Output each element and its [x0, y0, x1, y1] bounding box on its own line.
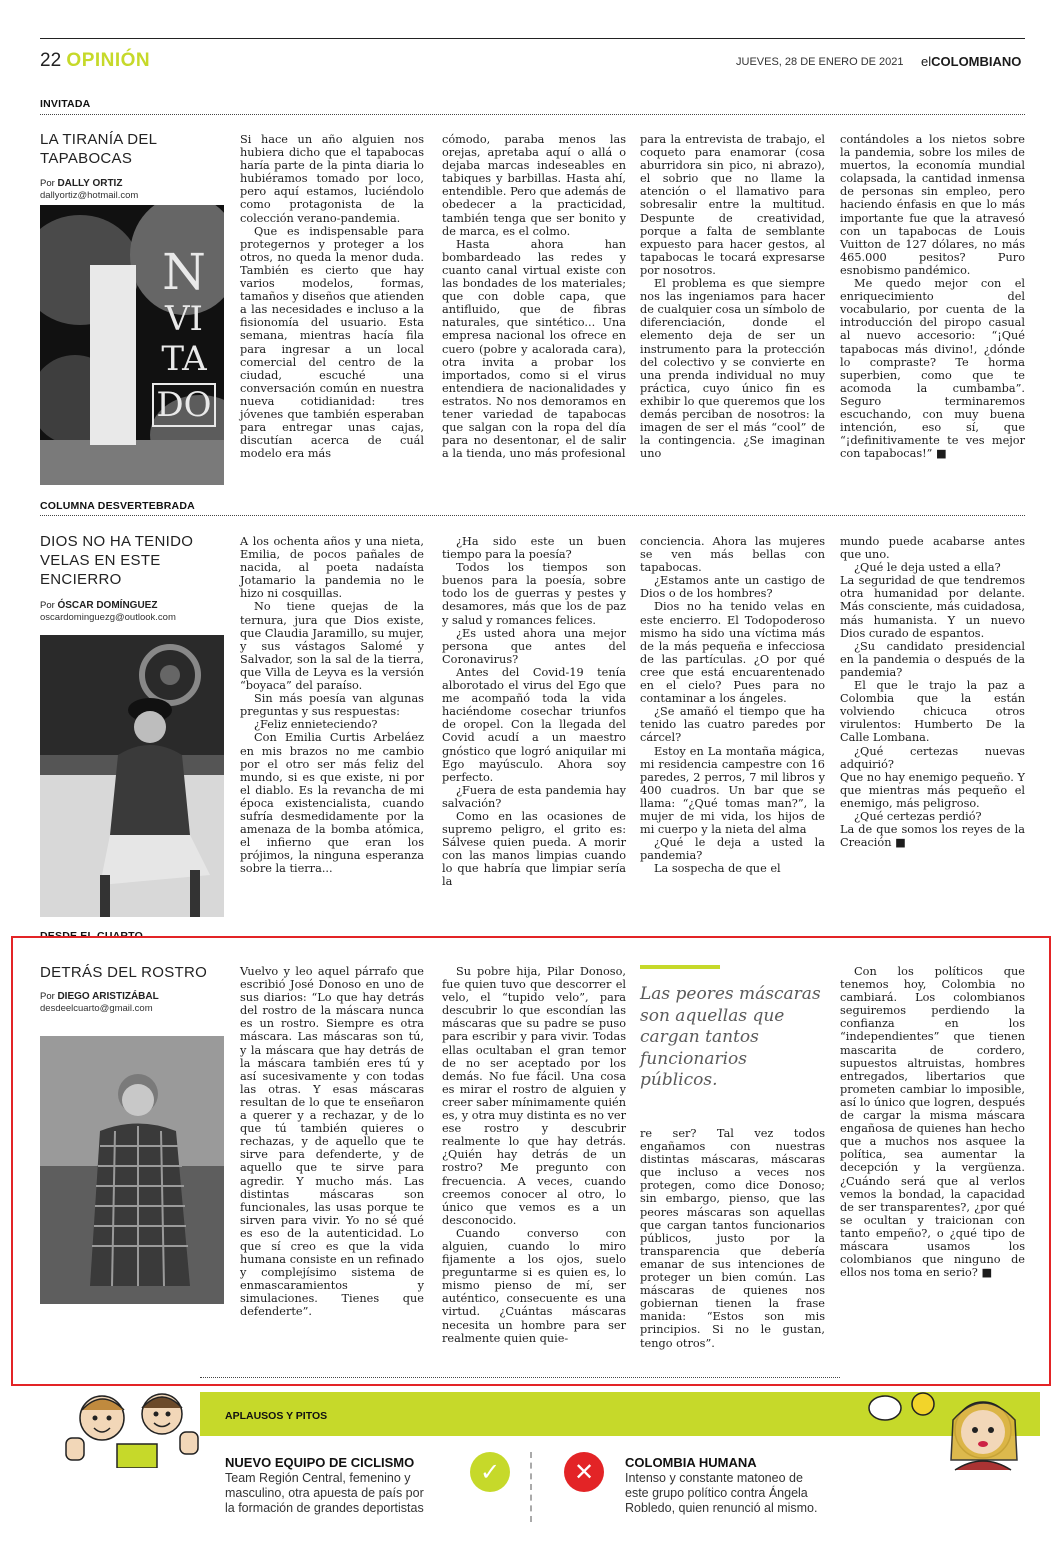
- paragraph: Con los políticos que tenemos hoy, Colombia no cambiará. Los colombianos seguiremos perdiendo la confianza en los “independientes” que tienen mascarita de cordero, supuestos altruistas, hombres entregados, libertarios que prometen cambiar lo imposible, así lo único que logren, después de cargar la misma máscara engañosa de quienes han hecho que a muchos nos asquee la política, sea aumentar la decepción y la vergüenza. ¿Cuándo será que al verlos vemos la bondad, la capacidad de ser transparentes?, ¿por qué se ocultan y traicionan con tanto empeño?, o ¿qué tipo de máscara usamos los colombianos que ninguno de ellos nos toma en serio? ■: [840, 965, 1025, 1280]
- pito-heading: COLOMBIA HUMANA: [625, 1455, 757, 1470]
- byline: [40, 178, 122, 189]
- invitado-illustration: [40, 205, 224, 485]
- paragraph: Estoy en La montaña mágica, mi residencia campestre con 16 paredes, 2 perros, 7 mil libros y 400 cuadros. Un bar que se llama: “¿Qué tomas man?”, la mujer de mi vida, los hijos de mi cuerpo y la nieta del alma: [640, 744, 825, 837]
- aplauso-heading: NUEVO EQUIPO DE CICLISMO: [225, 1455, 415, 1470]
- pito-line: Intenso y constante matoneo de: [625, 1471, 803, 1485]
- paragraph: Vuelvo y leo aquel párrafo que escribió José Donoso en uno de sus diarios: “Lo que hay detrás del rostro de la máscara nunca es un rostro. Siempre es otra máscara. Las máscaras son tú, y la máscara que hay detrás de la máscara también eres tú y así sucesivamente y con todas las otras. Y esas máscaras resultan de lo que te enseñaron a querer y a rechazar, y de lo que tú también quieres o rechazas, y de aquello que te sirve para defenderte, y de aquello que te sirve para agredir. Y mucho más. Las distintas máscaras son funcionales, las usas porque te sirven para vivir. Yo no sé qué es eso de la autenticidad. Lo que sí creo es que la vida humana consiste en un refinado y complejísimo sistema de enmascaramientos y simulaciones. Tienes que defenderte”.: [240, 965, 424, 1319]
- author-photo-oscar: [40, 635, 224, 917]
- byline-prefix: Por: [40, 178, 55, 189]
- article-title-dios: [40, 532, 193, 589]
- paragraph: Hasta ahora han bombardeado las redes y cuanto canal virtual existe con las bondades de los materiales; que con doble capa, que antifluido, que de fibras naturales, que sintético... Una empresa nacional los ofrece en cuero (pobre y acalorada cara), otra invita a probar los importados, como si el virus entendiera de nacionalidades y estratos. No nos demoramos en tener variedad de tapabocas que salgan con la ropa del día para no desentonar, el de salir a la tienda, uno más profesional: [442, 237, 626, 461]
- paragraph: Que no hay enemigo pequeño. Y que mientras más pequeño el enemigo, más peligroso.: [840, 770, 1025, 810]
- author-name: DALLY ORTIZ: [57, 178, 123, 189]
- initial-i-shape: [90, 265, 136, 445]
- byline: [40, 991, 159, 1002]
- aplauso-line: la formación de grandes deportistas: [225, 1501, 424, 1515]
- byline-prefix: Por: [40, 991, 55, 1002]
- paragraph: No tiene quejas de la ternura, jura que Dios existe, que Claudia Jaramillo, su mujer, y sus vástagos Salomé y Salvador, son la sal de la tierra, que Villa de Leyva es la versión “boyaca” del paraíso.: [240, 600, 424, 693]
- pullquote: Las peores máscaras son aquellas que cargan tantos funcionarios públicos.: [640, 984, 821, 1090]
- section-label-desde: DESDE EL CUARTO: [40, 930, 143, 938]
- paper-name: COLOMBIANO: [931, 54, 1022, 69]
- paragraph: Antes del Covid-19 tenía alborotado el virus del Ego que me acompañó toda la vida haciéndome cosechar triunfos de oropel. Con la llegada del Covid acudí a un maestro gnóstico que logró aniquilar mi Ego mayúsculo. Ahora soy perfecto.: [442, 665, 626, 784]
- paragraph: ¿Fuera de esta pandemia hay salvación?: [442, 783, 626, 810]
- art-letter: VI: [165, 299, 203, 339]
- paragraph: Si hace un año alguien nos hubiera dicho que el tapabocas haría parte de la pinta diaria lo hubiéramos tomado por loco, pero aquí estamos, luciéndolo como protagonista de la colección verano-pandemia.: [240, 133, 424, 225]
- author-email[interactable]: desdeelcuarto@gmail.com: [40, 1003, 153, 1014]
- paper-prefix: el: [921, 54, 932, 69]
- paragraph: La de que somos los reyes de la Creación ■: [840, 823, 1025, 850]
- pito-line: este grupo político contra Ángela: [625, 1486, 808, 1500]
- paragraph: ¿Qué le deja usted a ella?: [854, 561, 1001, 575]
- paragraph: ¿Se amañó el tiempo que ha tenido las cuatro paredes por cárcel?: [640, 705, 825, 745]
- title-line: TAPABOCAS: [40, 150, 133, 167]
- author-email[interactable]: oscardominguezg@outlook.com: [40, 612, 176, 623]
- paper-logo: [921, 54, 1021, 69]
- paragraph: Cuando converso con alguien, cuando lo miro fijamente a los ojos, suelo preguntarme si es quien es, lo mismo pienso de mí, ser auténtico, consecuente es una virtud. ¿Cuántas máscaras necesita un hombre para ser realmente quien quie-: [442, 1226, 626, 1345]
- paragraph: Dios no ha tenido velas en este encierro. El Todopoderoso mismo ha sido una víctima más de la más pequeña e infecciosa de las partículas. ¿O por qué cree que está encuarentenado en el cielo? Pues para no contaminar a los ángeles.: [640, 600, 825, 706]
- article-column: [442, 133, 626, 460]
- author-photo-diego: [40, 1036, 224, 1304]
- paragraph: El que le trajo la paz a Colombia que la están volviendo chicuca otros virulentos: Humberto De la Calle Lombana.: [840, 679, 1025, 745]
- paragraph: ¿Qué certezas nuevas adquirió?: [840, 744, 1025, 771]
- paragraph: A los ochenta años y una nieta, Emilia, de pocos pañales de nacida, al poeta nadaísta Jotamario la pandemia no le hizo ni cosquillas.: [240, 535, 424, 601]
- article-column: [240, 535, 424, 875]
- page-number: 22: [40, 50, 62, 71]
- portrait-illustration: [40, 635, 224, 917]
- clapping-cartoon-icon: [62, 1388, 202, 1468]
- aplausos-divider: [530, 1452, 532, 1522]
- article-column: [840, 965, 1025, 1279]
- title-line: ENCIERRO: [40, 571, 122, 588]
- cross-icon: ✕: [564, 1452, 604, 1492]
- article-title-tapabocas: [40, 130, 157, 168]
- paragraph: ¿Qué certezas perdió?: [854, 809, 982, 823]
- title-line: LA TIRANÍA DEL: [40, 131, 158, 148]
- paragraph: Me quedo mejor con el enriquecimiento del vocabulario, por cuenta de la introducción del piropo casual al nuevo accesorio: “¡Qué tapabocas más divino!, ¿dónde lo compraste? Te horma superbien, como que te acomoda la cumbamba”. Seguro terminaremos escuchando, con muy buena intención, eso sí, que “¡definitivamente te ves mejor con tapabocas!” ■: [840, 277, 1025, 461]
- paragraph: ¿Qué le deja a usted la pandemia?: [640, 836, 825, 863]
- section-divider: [40, 515, 1025, 516]
- art-letter: N: [162, 243, 206, 301]
- aplauso-body: [225, 1471, 424, 1516]
- paragraph: Con Emilia Curtis Arbeláez en mis brazos no me cambio por el otro ser más feliz del mundo, si es que existe, ni por el diablo. Es la revancha de mi época existencialista, cuando sufría desmedidamente por la amenaza de la bomba atómica, el infierno que eran los prójimos, la ninguna esperanza sobre la tierra...: [240, 731, 424, 876]
- paragraph: Todos los tiempos son buenos para la poesía, sobre todo los de guerras y pestes y desamores, más que los de paz y salud y romances felices.: [442, 561, 626, 627]
- section-label-desvertebrada: COLUMNA DESVERTEBRADA: [40, 500, 195, 512]
- pito-line: Robledo, quien renunció al mismo.: [625, 1501, 818, 1515]
- section-divider: [40, 114, 1025, 115]
- paragraph: ¿Estamos ante un castigo de Dios o de los hombres?: [640, 574, 825, 601]
- paragraph: Que es indispensable para protegernos y proteger a los otros, no queda la menor duda. También es cierto que hay varios modelos, formas, tamaños y diseños que atienden a las necesidades e incluso a la fisionomía del usuario. Esta semana, mientras hacía fila para ingresar a un local comercial del centro de la ciudad, escuché una conversación común en nuestra nueva cotidianidad: tres jóvenes que también esperaban para entregar unas cajas, discutían acerca de cuál modelo era más: [240, 224, 424, 461]
- title-line: VELAS EN ESTE: [40, 552, 161, 569]
- paragraph: La sospecha de que el: [654, 862, 781, 876]
- aplauso-line: Team Región Central, femenino y: [225, 1471, 411, 1485]
- check-icon: ✓: [470, 1452, 510, 1492]
- aplauso-line: masculino, otra apuesta de país por: [225, 1486, 424, 1500]
- paragraph: conciencia. Ahora las mujeres se ven más bellas con tapabocas.: [640, 535, 825, 575]
- aplausos-title: APLAUSOS Y PITOS: [225, 1410, 328, 1422]
- paragraph: re ser? Tal vez todos engañamos con nuestras distintas máscaras, máscaras que incluso a veces nos protegen, como dice Donoso; sin embargo, pienso, que las peores máscaras son aquellas que cargan tantos funcionarios públicos, justo por la transparencia que debería emanar de sus intenciones de proteger un bien común. Las máscaras de quienes nos gobiernan tienen la frase manida: “Estos son mis principios. Si no le gustan, tengo otros”.: [640, 1127, 825, 1350]
- art-letter: DO: [152, 383, 216, 427]
- paragraph: ¿Ha sido este un buen tiempo para la poesía?: [442, 535, 626, 562]
- section-label-invitada: INVITADA: [40, 98, 91, 110]
- author-name: DIEGO ARISTIZÁBAL: [57, 991, 159, 1002]
- author-name: ÓSCAR DOMÍNGUEZ: [57, 600, 158, 611]
- paragraph: ¿Es usted ahora una mejor persona que antes del Coronavirus?: [442, 626, 626, 666]
- section-divider: [200, 1377, 840, 1378]
- article-column: [840, 535, 1025, 849]
- title-line: DIOS NO HA TENIDO: [40, 533, 194, 550]
- article-column: [640, 1127, 825, 1350]
- paragraph: contándoles a los nietos sobre la pandemia, sobre los miles de muertos, la economía mundial colapsada, la cantidad inmensa de personas sin empleo, pero haciendo énfasis en que lo más importante fue que la atravesó con un tapabocas de Louis Vuitton de 127 dólares, no más 465.000 pesitos? Puro esnobismo pandémico.: [840, 133, 1025, 277]
- invitado-letters: [144, 245, 224, 427]
- byline-prefix: Por: [40, 600, 55, 611]
- article-column: [840, 133, 1025, 460]
- paragraph: Como en las ocasiones de supremo peligro, el grito es: Sálvese quien pueda. A morir con las manos limpias cuando lo que habría que limpiar sería la: [442, 809, 626, 889]
- paragraph: ¿Su candidato presidencial en la pandemia o después de la pandemia?: [840, 639, 1025, 679]
- paragraph: cómodo, paraba menos las orejas, apretaba aquí o allá o dejaba marcas indeseables en tabiques y barbillas. Hasta ahí, entendible. Pero que además de obedecer a la practicidad, también tenga que ser bonito y de marca, es el colmo.: [442, 133, 626, 238]
- paragraph: El problema es que siempre nos las ingeniamos para hacer de cualquier cosa un símbolo de diferenciación, donde el elemento deja de ser un instrumento para la protección del colectivo y se convierte en una prenda individual no muy práctica, cuyo único fin es exhibir lo que queremos que los demás perciban de nosotros: la imagen de ser el más “cool” de la contingencia. ¿Se imaginan uno: [640, 277, 825, 461]
- page-header: [40, 50, 150, 72]
- pito-body: [625, 1471, 817, 1516]
- art-letter: TA: [161, 339, 207, 379]
- pullquote-accent-bar: [640, 965, 720, 969]
- header-rule: [40, 38, 1025, 39]
- portrait-illustration: [40, 1036, 224, 1304]
- angry-cartoon-icon: [865, 1390, 1025, 1472]
- paragraph: ¿Feliz ennieteciendo?: [254, 718, 378, 732]
- paragraph: Su pobre hija, Pilar Donoso, fue quien tuvo que descorrer el velo, el “tupido velo”, para descubrir lo que escondían las máscaras que su padre se puso para escribir y para vivir. Todas ellas ocultaban el gran temor de no ser aceptado por los demás. No fue fácil. Una cosa es mirar el rostro de alguien y creer saber mínimamente quién es, y otra muy distinta es no ver ese rostro y descubrir realmente lo que hay detrás. ¿Quién hay detrás de un rostro? Me pregunto con frecuencia. A veces, cuando creemos conocer al otro, lo único que vemos es a un desconocido.: [442, 965, 626, 1227]
- article-column: [240, 965, 424, 1319]
- issue-date: JUEVES, 28 DE ENERO DE 2021: [736, 56, 904, 68]
- byline: [40, 600, 157, 611]
- article-column: [442, 965, 626, 1345]
- section-name: OPINIÓN: [66, 50, 151, 71]
- paragraph: para la entrevista de trabajo, el coqueto para enamorar (cosa aburridora sin pico, ni abrazo), el sobrio que no llame la atención o el llamativo para sobresalir entre la multitud. Despunte de creatividad, porque a falta de semblante expuesto para hacer gestos, al tapabocas le tocará expresarse por nosotros.: [640, 133, 825, 277]
- paragraph: La seguridad de que tendremos otra humanidad por delante. Más consciente, más cuidadosa, más humanista. Y un nuevo Dios curado de espantos.: [840, 574, 1025, 640]
- article-column: [240, 133, 424, 460]
- paragraph: mundo puede acabarse antes que uno.: [840, 535, 1025, 562]
- paragraph: Sin más poesía van algunas preguntas y sus respuestas:: [240, 692, 424, 719]
- author-email[interactable]: dallyortiz@hotmail.com: [40, 190, 139, 201]
- article-column: [442, 535, 626, 889]
- article-title-rostro: DETRÁS DEL ROSTRO: [40, 964, 208, 981]
- article-column: [640, 535, 825, 875]
- article-column: [640, 133, 825, 460]
